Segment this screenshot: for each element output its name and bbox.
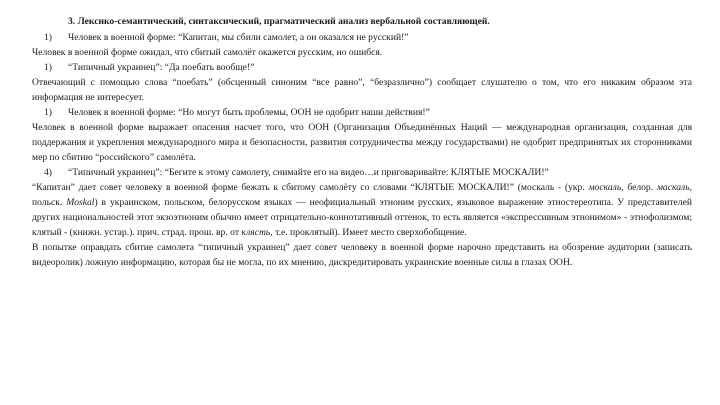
text-run: ) в украинском, польском, белорусском языках — неофициальный этноним русских, языковое выражение этностереотипа. У представителей других национальностей этот экзоэтноним обычно имеет отрицательно-коннотативный оттенок, то есть является «экспрессивным этнонимом» - этнофолизмом; клятый - (книжн. устар.). прич. страд. прош. вр. от	[32, 197, 692, 238]
analysis-paragraph-2: Отвечающий с помощью слова “поебать” (обсценный синоним “все равно”, “безразлично”) сообщает слушателю о том, что его никаким образом эта информация не интересует.	[32, 77, 692, 103]
analysis-paragraph-4	[32, 180, 692, 240]
dialogue-text: “Типичный украинец”: “Бегите к этому самолету, снимайте его на видео…и приговаривайте: КЛЯТЫЕ МОСКАЛИ!”	[68, 167, 549, 178]
italic-word: маскаль	[656, 182, 690, 193]
list-number: 4)	[44, 167, 52, 178]
text-run: , белор.	[621, 182, 657, 193]
dialogue-line-1	[32, 30, 692, 45]
document-body	[32, 14, 692, 270]
dialogue-text: Человек в военной форме: “Но могут быть проблемы, ООН не одобрит наши действия!”	[68, 107, 430, 118]
text-run: “Капитан” дает совет человеку в военной форме бежать к сбитому самолёту со словами “КЛЯТЫЕ МОСКАЛИ!” (москаль - (укр.	[32, 182, 589, 193]
dialogue-text: “Типичный украинец”: “Да поебать вообще!”	[68, 62, 255, 73]
list-number: 1)	[44, 62, 52, 73]
text-run: , т.е. проклятый). Имеет место сверхобобщение.	[270, 227, 467, 238]
italic-word: клясть	[241, 227, 271, 238]
conclusion-paragraph: В попытке оправдать сбитие самолета “типичный украинец” дает совет человеку в военной форме нарочно представить на обозрение аудитории (записать видеоролик) ложную информацию, которая бы не могла, по их мнению, дискредитировать украинские военные силы в глазах ООН.	[32, 242, 692, 268]
list-number: 1)	[44, 32, 52, 43]
italic-word: москаль	[588, 182, 622, 193]
dialogue-text: Человек в военной форме: “Капитан, мы сбили самолет, а он оказался не русский!”	[68, 32, 409, 43]
text-run: , польск.	[32, 182, 692, 208]
dialogue-line-2	[32, 60, 692, 75]
section-heading: 3. Лексико-семантический, синтаксический, прагматический анализ вербальной составляющей.	[68, 16, 490, 27]
italic-word: Moskal	[66, 197, 95, 208]
dialogue-line-3	[32, 105, 692, 120]
list-number: 1)	[44, 107, 52, 118]
analysis-paragraph-1: Человек в военной форме ожидал, что сбитый самолёт окажется русским, но ошибся.	[32, 47, 383, 58]
dialogue-line-4	[32, 165, 692, 180]
analysis-paragraph-3: Человек в военной форме выражает опасения насчет того, что ООН (Организация Объединённых Наций — международная организация, созданная для поддержания и укрепления международного мира и безопасности, развития сотрудничества между государствами) не одобрит предпринятых их сторонниками мер по сбитию “российского” самолёта.	[32, 122, 692, 163]
